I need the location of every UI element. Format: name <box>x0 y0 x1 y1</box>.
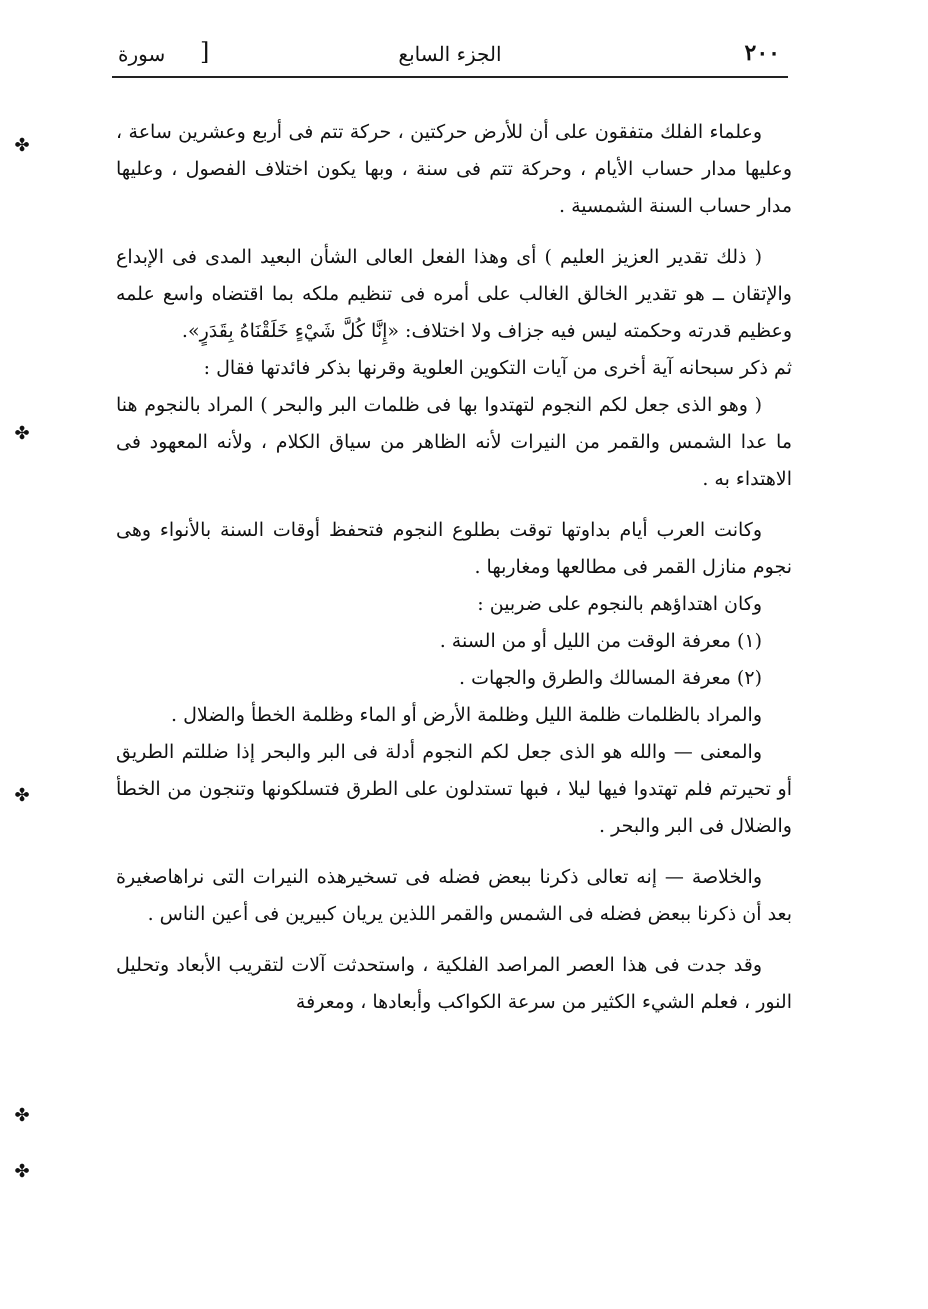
margin-ornament-icon: ✤ <box>14 135 30 156</box>
paragraph-summary: والخلاصة — إنه تعالى ذكرنا ببعض فضله فى تسخيرهذه النيرات التى نراهاصغيرة بعد أن ذكرنا ببعض فضله فى الشمس والقمر اللذين يريان كبيرين فى أعين الناس . <box>116 866 792 925</box>
paragraph-another-sign: ثم ذكر سبحانه آية أخرى من آيات التكوين العلوية وقرنها بذكر فائدتها فقال : <box>203 357 792 379</box>
paragraph-arab-stars: وكانت العرب أيام بداوتها توقت بطلوع النجوم فتحفظ أوقات السنة بالأنواء وهى نجوم منازل القمر فى مطالعها ومغاربها . <box>116 519 792 578</box>
surah-label: سورة <box>118 42 166 66</box>
page-number: ٢٠٠ <box>744 40 780 66</box>
margin-ornament-icon: ✤ <box>14 1161 30 1182</box>
surah-bracket: [ <box>200 38 210 66</box>
list-item-time: (١) معرفة الوقت من الليل أو من السنة . <box>439 630 762 652</box>
running-title: الجزء السابع <box>398 42 502 66</box>
paragraph-stars-verse: ( وهو الذى جعل لكم النجوم لتهتدوا بها فى ظلمات البر والبحر ) المراد بالنجوم هنا ما عدا الشمس والقمر من النيرات لأنه الظاهر من سياق الكلام ، ولأنه المعهود فى الاهتداء به . <box>116 394 792 490</box>
paragraph-divine-decree: ( ذلك تقدير العزيز العليم ) أى وهذا الفعل العالى الشأن البعيد المدى فى الإبداع والإتقان ــ هو تقدير الخالق الغالب على أمره فى تنظيم ملكه بما اقتضاه واسع علمه وعظيم قدرته وحكمته ليس فيه جزاف ولا اختلاف: «إِنَّا كُلَّ شَيْءٍ خَلَقْنَاهُ بِقَدَرٍ». <box>116 246 792 342</box>
margin-ornament-icon: ✤ <box>14 785 30 806</box>
paragraph-meaning: والمعنى — والله هو الذى جعل لكم النجوم أدلة فى البر والبحر إذا ضللتم الطريق أو تحيرتم فلم تهتدوا فيها ليلا ، فبها تستدلون على الطرق فتسلكونها وتنجون من الخطأ والضلال فى البر والبحر . <box>116 741 792 837</box>
paragraph-darkness: والمراد بالظلمات ظلمة الليل وظلمة الأرض أو الماء وظلمة الخطأ والضلال . <box>171 704 762 726</box>
margin-ornament-icon: ✤ <box>14 1105 30 1126</box>
paragraph-earth-motion: وعلماء الفلك متفقون على أن للأرض حركتين ، حركة تتم فى أربع وعشرين ساعة ، وعليها مدار حساب الأيام ، وحركة تتم فى سنة ، وبها يكون اختلاف الفصول ، وعليها مدار حساب السنة الشمسية . <box>116 121 792 217</box>
body-text <box>116 114 792 1021</box>
list-item-routes: (٢) معرفة المسالك والطرق والجهات . <box>459 667 762 689</box>
paragraph-observatories: وقد جدت فى هذا العصر المراصد الفلكية ، واستحدثت آلات لتقريب الأبعاد وتحليل النور ، فعلم الشيء الكثير من سرعة الكواكب وأبعادها ، ومعرفة <box>116 954 792 1013</box>
page-header <box>112 36 788 76</box>
margin-ornament-icon: ✤ <box>14 423 30 444</box>
header-rule <box>112 76 788 78</box>
paragraph-two-ways: وكان اهتداؤهم بالنجوم على ضربين : <box>477 593 762 615</box>
